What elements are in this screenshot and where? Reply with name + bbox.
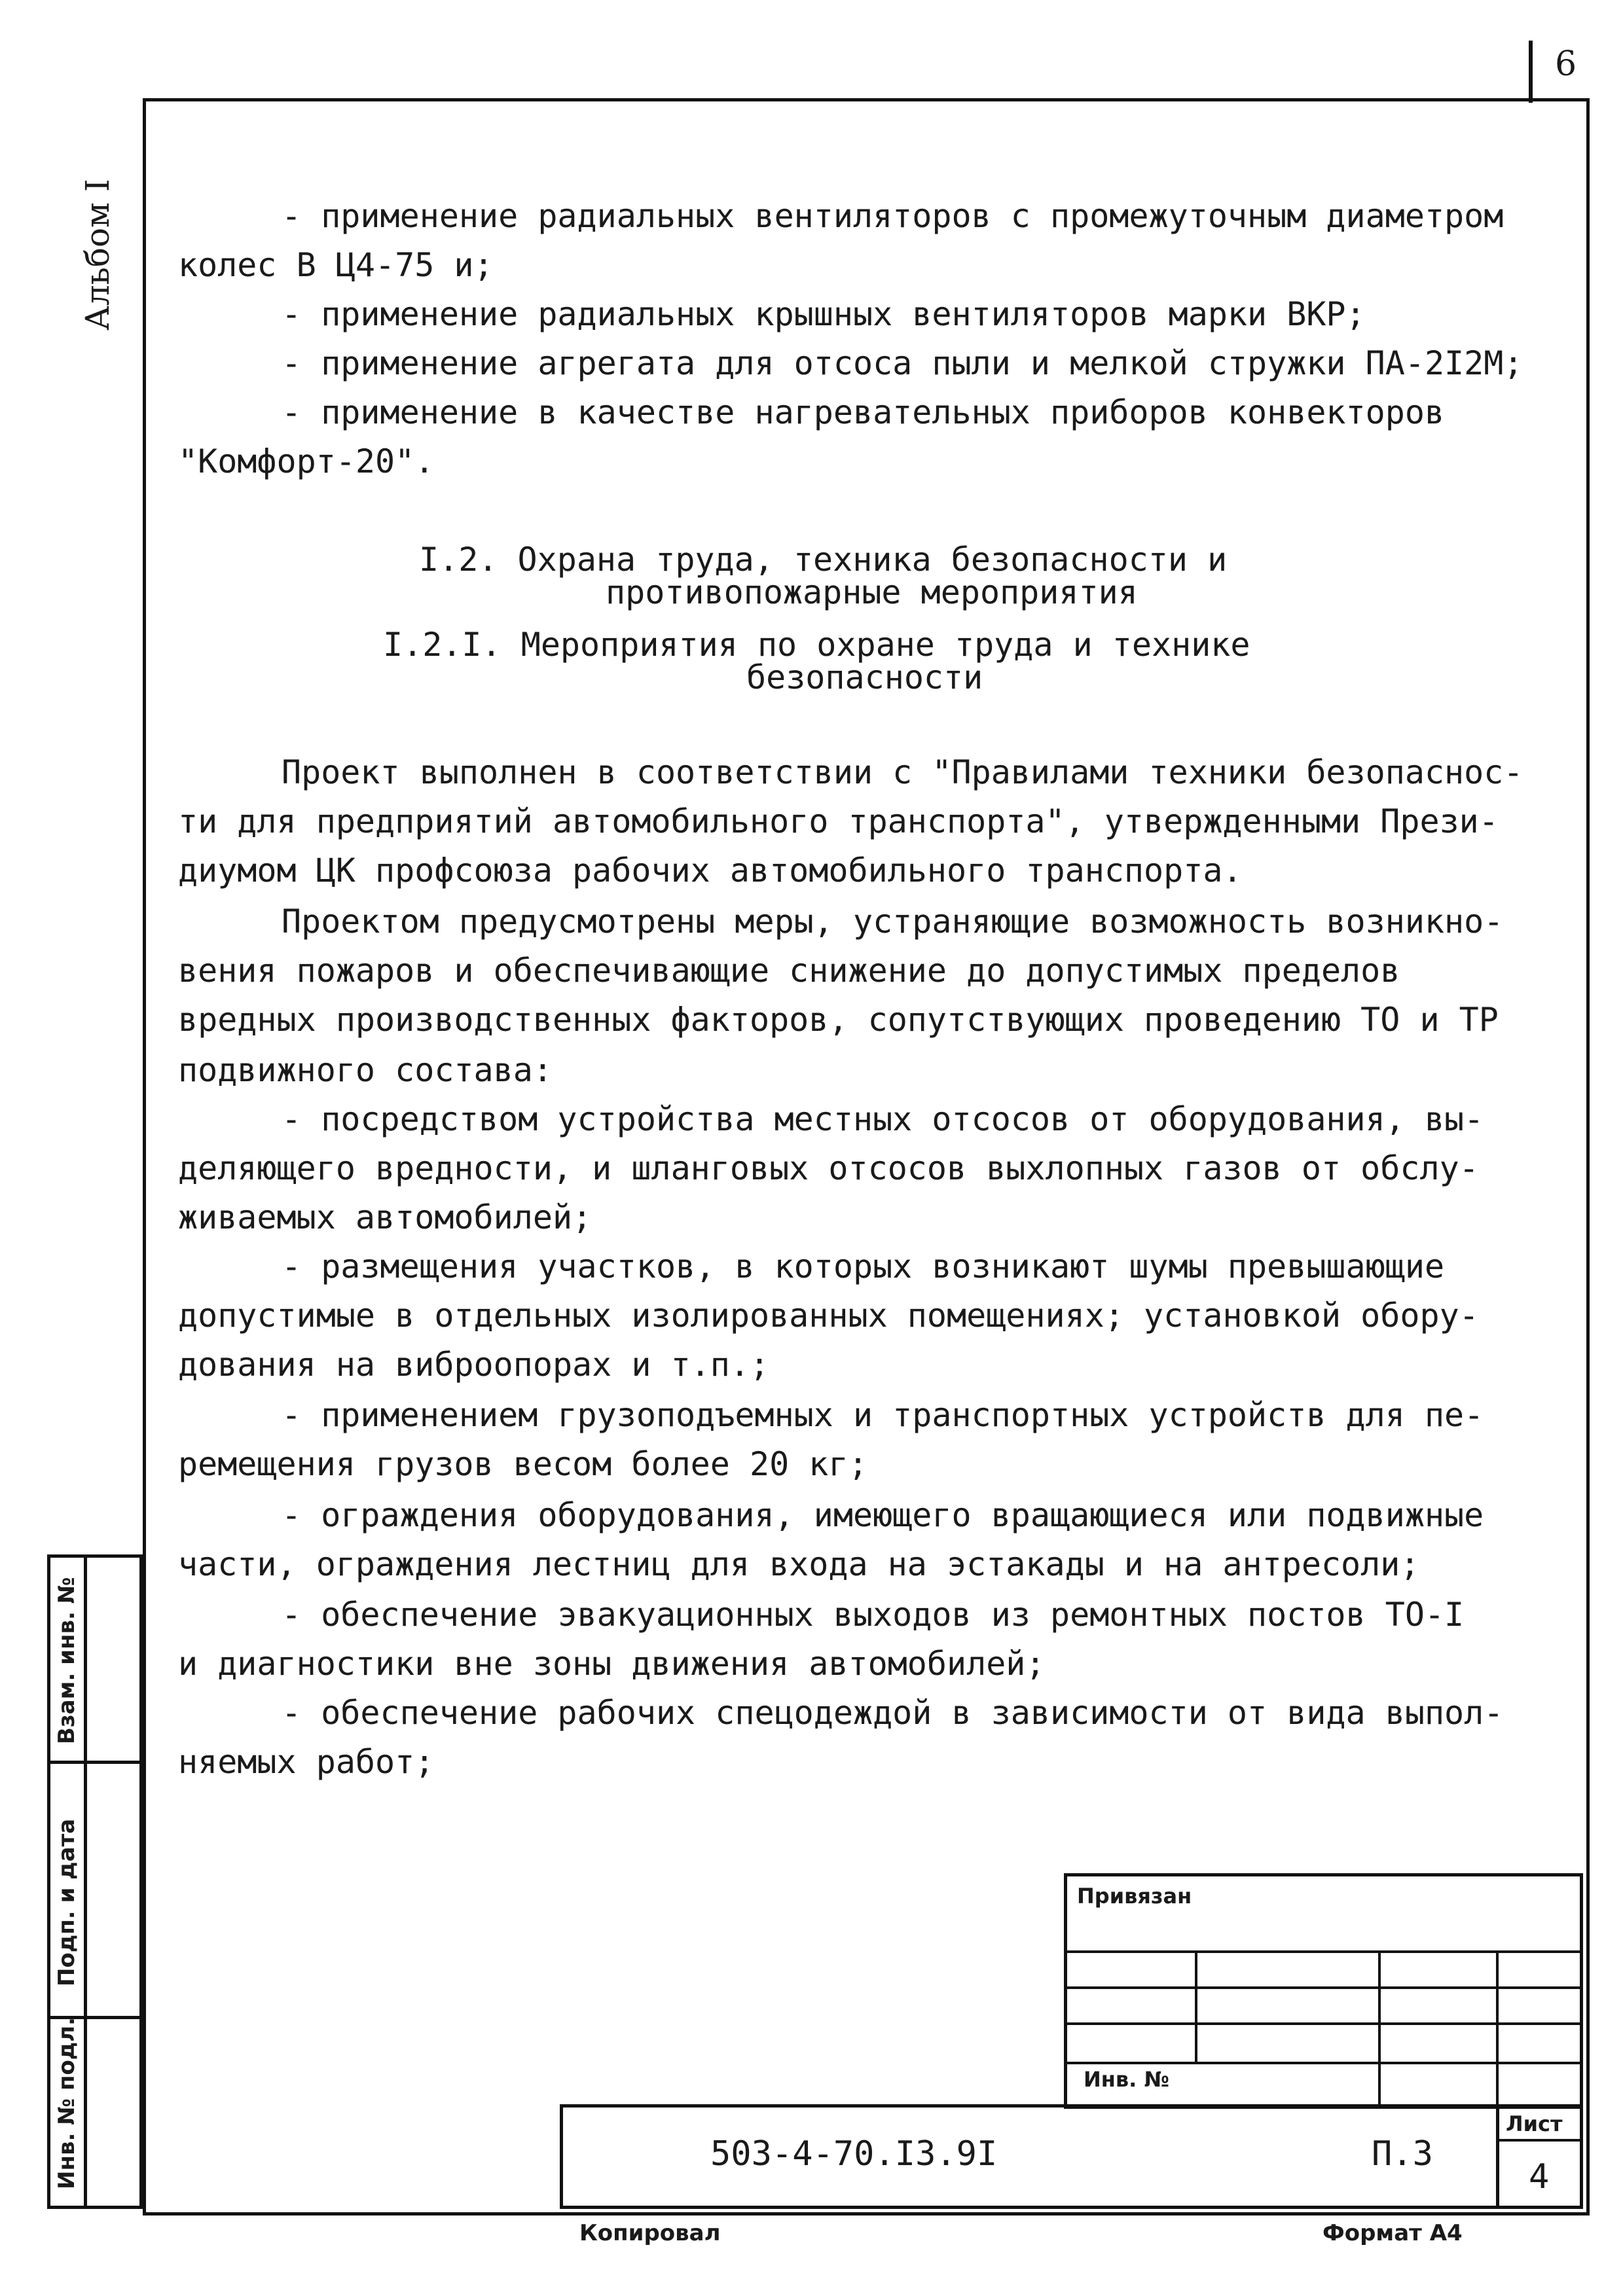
- privyazan-label: Привязан: [1077, 1884, 1192, 1909]
- section-code: П.3: [1372, 2134, 1433, 2174]
- paragraph-line: диумом ЦК профсоюза рабочих автомобильного транспорта.: [178, 852, 1243, 889]
- subsection-heading: I.2.I. Мероприятия по охране труда и технике: [383, 626, 1250, 664]
- stamp-inv-podl: Инв. № подл.: [54, 2017, 80, 2189]
- paragraph-line: вредных производственных факторов, сопутствующих проведению ТО и ТР: [178, 1001, 1499, 1039]
- album-label: Альбом I: [79, 179, 117, 331]
- page-number: 6: [1555, 45, 1577, 84]
- paragraph-line: части, ограждения лестниц для входа на эстакады и на антресоли;: [178, 1545, 1420, 1583]
- paragraph-line: подвижного состава:: [178, 1051, 553, 1089]
- paragraph-line: Проект выполнен в соответствии с "Правилами техники безопаснос-: [282, 753, 1523, 791]
- paragraph-line: вения пожаров и обеспечивающие снижение до допустимых пределов: [178, 952, 1400, 990]
- body-line: - применение в качестве нагревательных приборов конвекторов: [282, 393, 1445, 431]
- paragraph-line: - размещения участков, в которых возникают шумы превышающие: [282, 1247, 1445, 1285]
- paragraph-line: живаемых автомобилей;: [178, 1198, 593, 1236]
- page-number-divider: [1529, 41, 1533, 103]
- paragraph-line: допустимые в отдельных изолированных помещениях; установкой обору-: [178, 1297, 1479, 1335]
- paragraph-line: - обеспечение эвакуационных выходов из ремонтных постов ТО-I: [282, 1596, 1465, 1634]
- inv-no-label: Инв. №: [1084, 2067, 1169, 2092]
- paragraph-line: - применением грузоподъемных и транспортных устройств для пе-: [282, 1396, 1484, 1434]
- body-line: колес В Ц4-75 и;: [178, 246, 494, 284]
- paragraph-line: дования на виброопорах и т.п.;: [178, 1346, 770, 1384]
- body-line: "Комфорт-20".: [178, 442, 435, 480]
- paragraph-line: - обеспечение рабочих спецодеждой в зависимости от вида выпол-: [282, 1694, 1504, 1732]
- document-code: 503-4-70.I3.9I: [710, 2134, 998, 2174]
- kopiroval-label: Копировал: [579, 2220, 721, 2246]
- stamp-vzam-inv: Взам. инв. №: [54, 1577, 80, 1744]
- paragraph-line: - ограждения оборудования, имеющего вращающиеся или подвижные: [282, 1496, 1484, 1534]
- body-line: - применение радиальных вентиляторов с промежуточным диаметром: [282, 197, 1504, 235]
- section-heading: противопожарные мероприятия: [606, 573, 1138, 611]
- paragraph-line: няемых работ;: [178, 1743, 435, 1781]
- paragraph-line: Проектом предусмотрены меры, устраняющие возможность возникно-: [282, 903, 1504, 941]
- paragraph-line: - посредством устройства местных отсосов от оборудования, вы-: [282, 1100, 1484, 1138]
- body-line: - применение радиальных крышных вентиляторов марки ВКР;: [282, 295, 1366, 333]
- paragraph-line: и диагностики вне зоны движения автомобилей;: [178, 1645, 1046, 1683]
- paragraph-line: ремещения грузов весом более 20 кг;: [178, 1445, 868, 1483]
- subsection-heading: безопасности: [746, 658, 983, 696]
- stamp-podp-data: Подп. и дата: [54, 1818, 80, 1986]
- format-label: Формат А4: [1322, 2220, 1463, 2246]
- sheet-label: Лист: [1506, 2111, 1563, 2136]
- sheet-number: 4: [1529, 2157, 1550, 2197]
- section-heading: I.2. Охрана труда, техника безопасности и: [419, 541, 1228, 579]
- body-line: - применение агрегата для отсоса пыли и мелкой стружки ПА-2I2М;: [282, 344, 1523, 382]
- paragraph-line: деляющего вредности, и шланговых отсосов выхлопных газов от обслу-: [178, 1149, 1479, 1187]
- paragraph-line: ти для предприятий автомобильного транспорта", утвержденными Прези-: [178, 802, 1499, 840]
